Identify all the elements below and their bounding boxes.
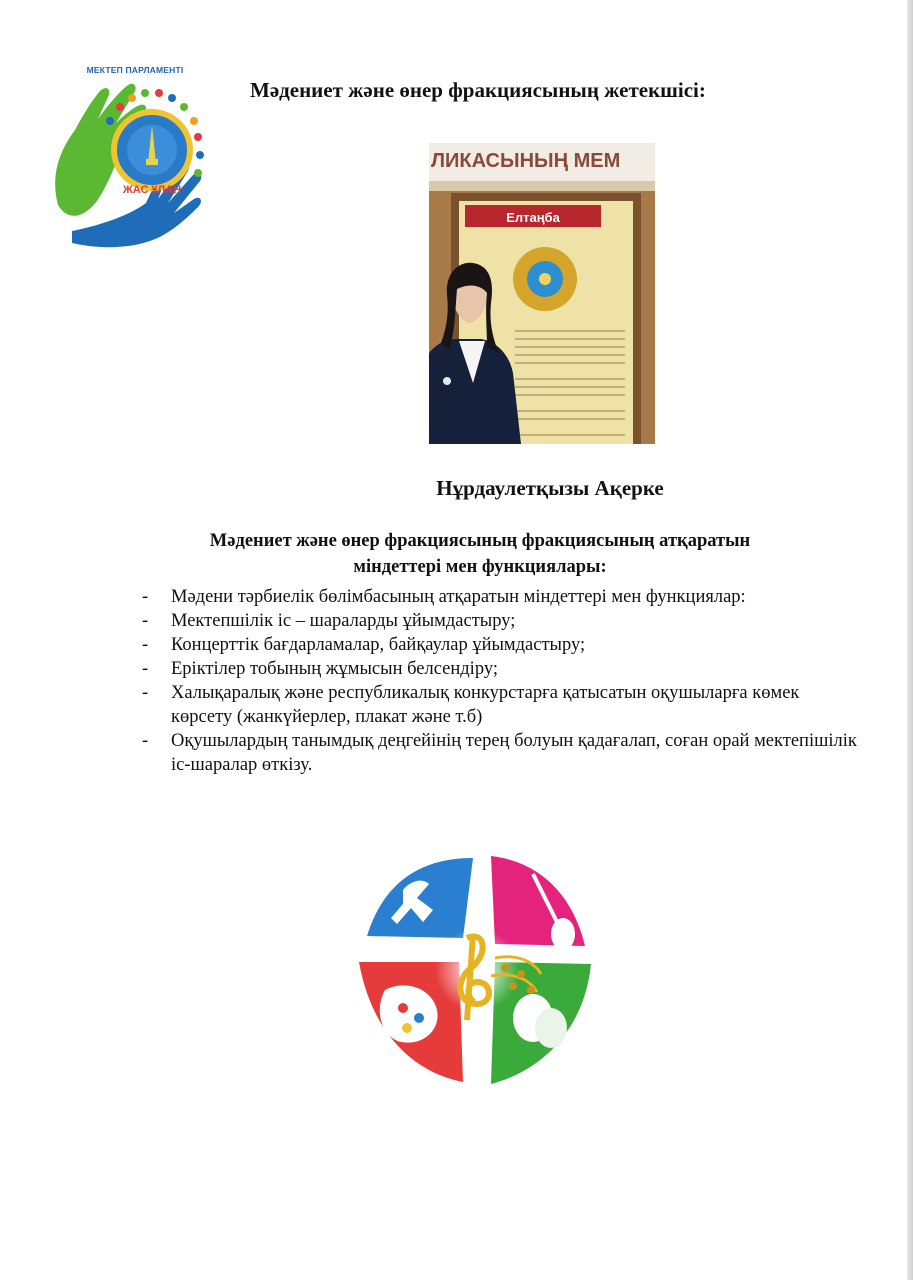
list-item: - Концерттік бағдарламалар, байқаулар ұйымдастыру; — [140, 633, 860, 657]
duties-heading-line-2: міндеттері мен функциялары: — [353, 557, 607, 577]
hands-globe-icon — [50, 55, 220, 255]
list-item: - Оқушылардың танымдық деңгейінің терең болуын қадағалап, соған орай мектепішілік іс-шаралар өткізу. — [140, 729, 860, 777]
culture-art-emblem — [345, 850, 610, 1090]
list-item: - Мектепшілік іс – шараларды ұйымдастыру; — [140, 609, 860, 633]
logo-ribbon: ЖАС ҰЛАН — [122, 184, 182, 196]
list-item: - Мәдени тәрбиелік бөлімбасының атқаратын міндеттері мен функциялар: — [140, 585, 860, 609]
person-name: Нұрдаулетқызы Ақерке — [436, 476, 664, 500]
school-parliament-logo — [50, 55, 220, 255]
logo-title: МЕКТЕП ПАРЛАМЕНТІ — [86, 65, 184, 75]
list-item: - Еріктілер тобының жұмысын белсендіру; — [140, 657, 860, 681]
page-heading: Мәдениет және өнер фракциясының жетекшісі: — [250, 78, 706, 102]
portrait-photo — [429, 143, 655, 444]
dombra-icon — [551, 918, 575, 950]
duties-heading-line-1: Мәдениет және өнер фракциясының фракциясының атқаратын — [209, 531, 751, 551]
photo-banner-text: ЛИКАСЫНЫҢ МЕМ — [431, 150, 621, 172]
duties-list — [140, 585, 860, 777]
plaque-title: Елтаңба — [506, 210, 560, 225]
dance-quadrant — [367, 858, 473, 938]
list-item: - Халықаралық және республикалық конкурстарға қатысатын оқушыларға көмек көрсету (жанкүйерлер, плакат және т.б) — [140, 681, 860, 729]
duties-heading — [140, 528, 820, 580]
page-edge-shadow — [907, 0, 913, 1280]
